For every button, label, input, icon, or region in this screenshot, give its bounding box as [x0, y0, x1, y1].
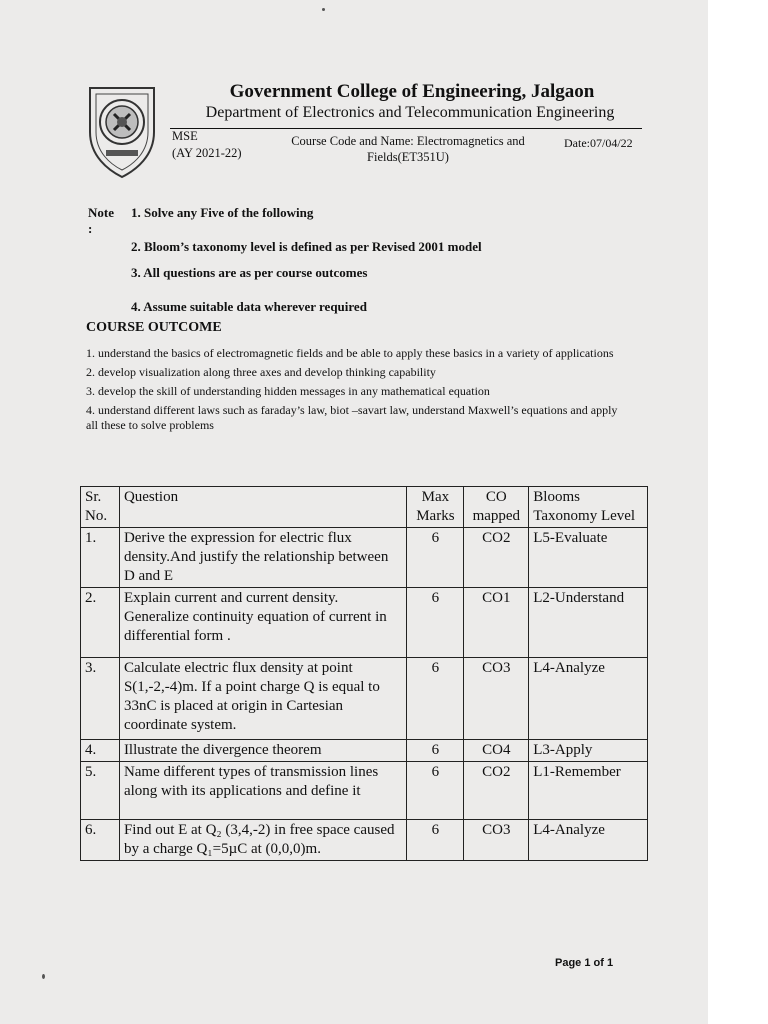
- college-name: Government College of Engineering, Jalgaon: [229, 81, 595, 102]
- sr-cell: 5.: [81, 762, 120, 820]
- marks-cell: 6: [407, 588, 464, 658]
- header-max-marks: Max Marks: [407, 487, 464, 528]
- note-item-3: 3. All questions are as per course outcomes: [131, 265, 368, 280]
- co-cell: CO3: [464, 820, 529, 861]
- outcome-item-3: 3. develop the skill of understanding hidden messages in any mathematical equation: [86, 384, 490, 398]
- question-cell: Name different types of transmission lines along with its applications and define it: [119, 762, 406, 820]
- blooms-cell: L4-Analyze: [529, 820, 648, 861]
- note-label: Note :: [88, 205, 114, 236]
- exam-date: Date:07/04/22: [564, 136, 633, 150]
- sr-cell: 1.: [81, 528, 120, 588]
- co-cell: CO3: [464, 658, 529, 740]
- question-cell: Illustrate the divergence theorem: [119, 740, 406, 762]
- question-cell: Find out E at Q₂ (3,4,-2) in free space caused by a charge Q₁=5µC at (0,0,0)m.: [119, 820, 406, 861]
- sr-cell: 3.: [81, 658, 120, 740]
- table-header-row: [81, 487, 648, 528]
- header-sr-no: Sr. No.: [81, 487, 120, 528]
- blooms-cell: L3-Apply: [529, 740, 648, 762]
- academic-year: (AY 2021-22): [172, 146, 242, 160]
- course-outcome-heading: COURSE OUTCOME: [86, 320, 222, 335]
- note-item-1: 1. Solve any Five of the following: [131, 205, 314, 220]
- college-emblem-icon: [80, 80, 164, 180]
- course-line-2: Fields(ET351U): [367, 150, 449, 164]
- question-cell: Calculate electric flux density at point S(1,-2,-4)m. If a point charge Q is equal to 33nC is placed at origin in Cartesian coordinate system.: [119, 658, 406, 740]
- note-item-2: 2. Bloom’s taxonomy level is defined as per Revised 2001 model: [131, 239, 482, 254]
- table-row: [81, 658, 648, 740]
- co-cell: CO1: [464, 588, 529, 658]
- table-row: [81, 528, 648, 588]
- course-info: [276, 133, 540, 165]
- exam-type: MSE: [172, 129, 198, 143]
- marks-cell: 6: [407, 740, 464, 762]
- exam-info: [172, 128, 242, 162]
- sr-cell: 2.: [81, 588, 120, 658]
- header-co-mapped: CO mapped: [464, 487, 529, 528]
- blooms-cell: L1-Remember: [529, 762, 648, 820]
- table-row: [81, 762, 648, 820]
- sr-cell: 6.: [81, 820, 120, 861]
- question-cell: Derive the expression for electric flux density.And justify the relationship between D and E: [119, 528, 406, 588]
- department-name: Department of Electronics and Telecommunication Engineering: [205, 104, 615, 121]
- outcome-item-2: 2. develop visualization along three axes and develop thinking capability: [86, 365, 436, 379]
- blooms-cell: L4-Analyze: [529, 658, 648, 740]
- paper-speck: [322, 8, 325, 11]
- background-margin: [708, 0, 768, 1024]
- outcome-item-1: 1. understand the basics of electromagnetic fields and be able to apply these basics in a variety of applications: [86, 346, 614, 360]
- table-row: [81, 588, 648, 658]
- sr-cell: 4.: [81, 740, 120, 762]
- marks-cell: 6: [407, 528, 464, 588]
- marks-cell: 6: [407, 658, 464, 740]
- header-blooms-level: Blooms Taxonomy Level: [529, 487, 648, 528]
- page-number: Page 1 of 1: [555, 957, 614, 969]
- marks-cell: 6: [407, 762, 464, 820]
- note-item-4: 4. Assume suitable data wherever required: [131, 299, 367, 314]
- co-cell: CO4: [464, 740, 529, 762]
- table-row: [81, 820, 648, 861]
- paper-speck: [42, 974, 45, 979]
- question-table: [80, 486, 648, 861]
- header-question: Question: [119, 487, 406, 528]
- course-line-1: Course Code and Name: Electromagnetics and: [291, 134, 525, 148]
- co-cell: CO2: [464, 528, 529, 588]
- outcome-item-4: 4. understand different laws such as faraday’s law, biot –savart law, understand Maxwell’s equations and apply all these to solve problems: [86, 403, 618, 432]
- question-cell: Explain current and current density. Generalize continuity equation of current in differential form .: [119, 588, 406, 658]
- co-cell: CO2: [464, 762, 529, 820]
- blooms-cell: L2-Understand: [529, 588, 648, 658]
- marks-cell: 6: [407, 820, 464, 861]
- blooms-cell: L5-Evaluate: [529, 528, 648, 588]
- table-row: [81, 740, 648, 762]
- course-outcome-list: [86, 346, 626, 437]
